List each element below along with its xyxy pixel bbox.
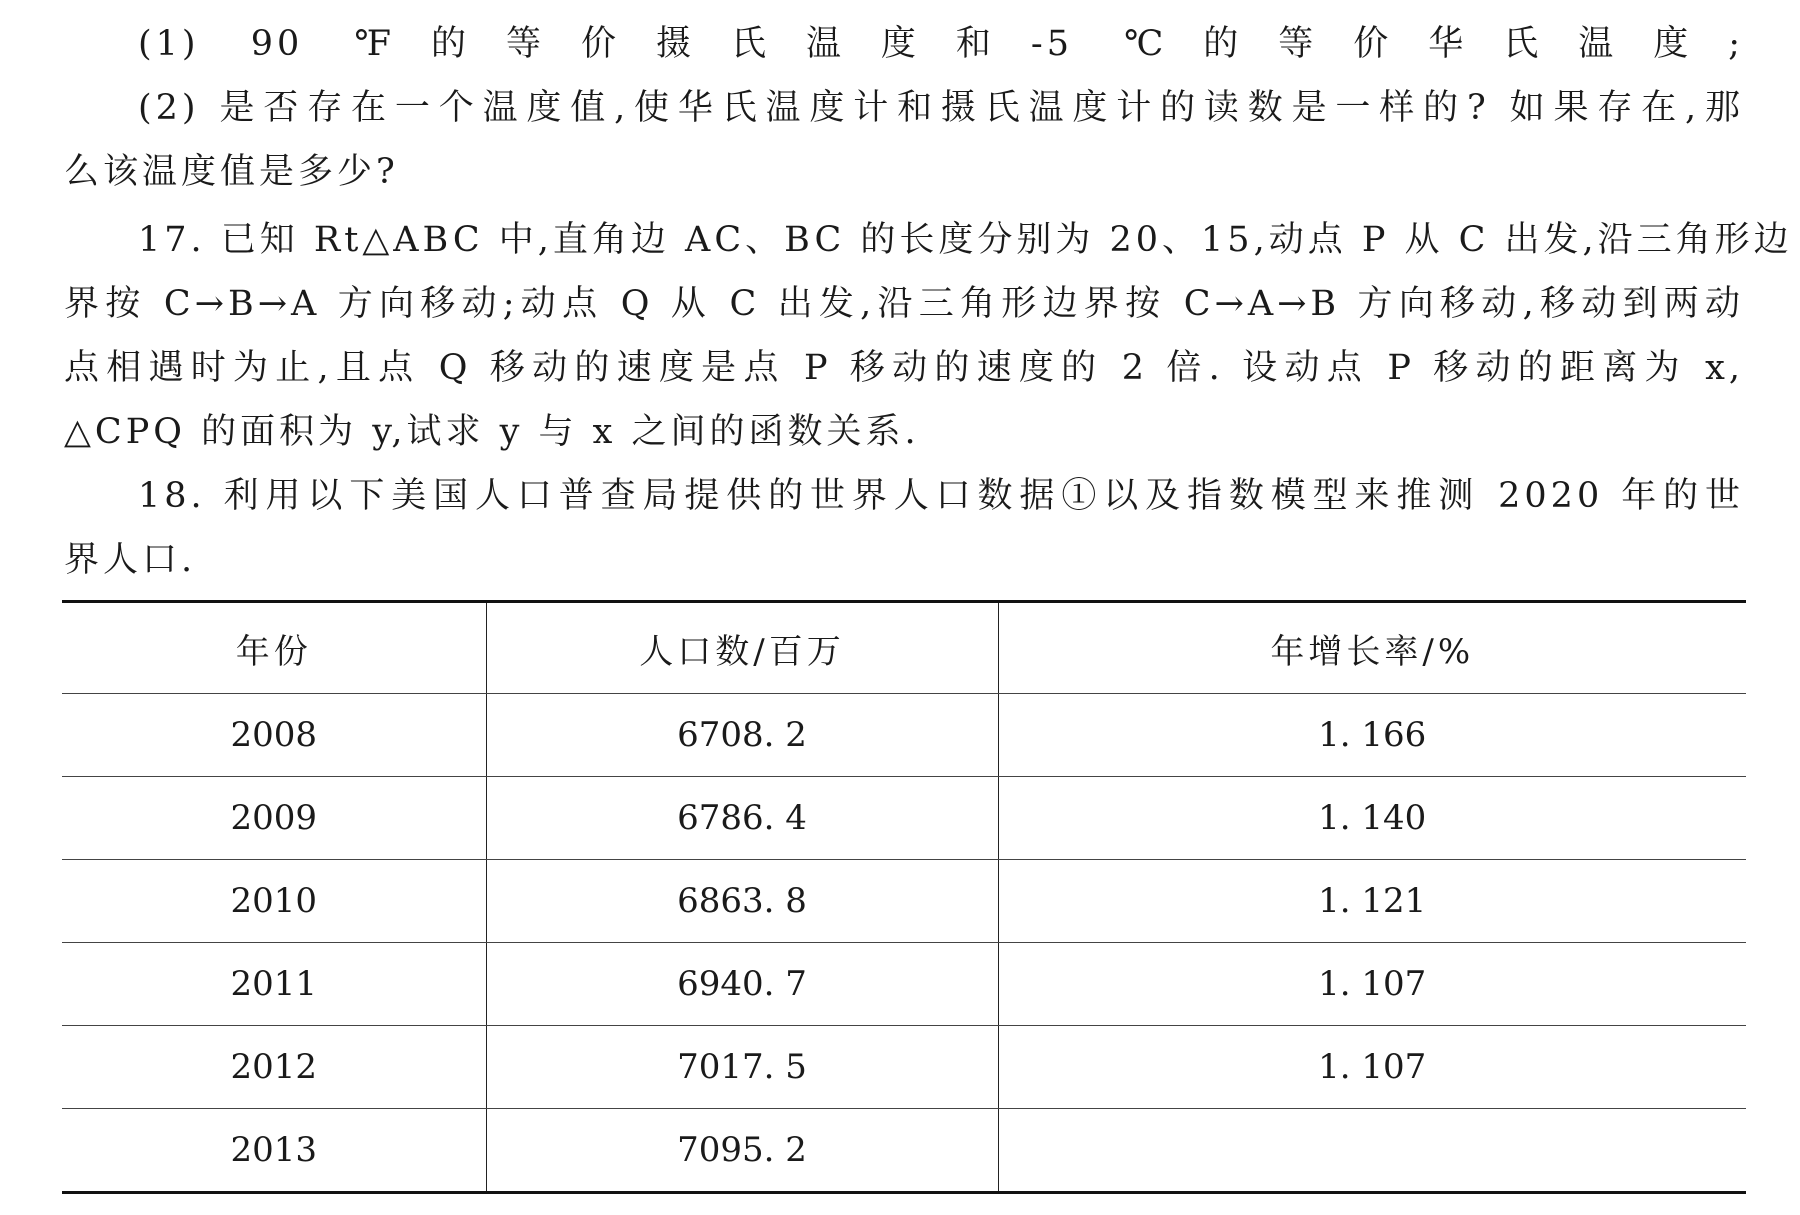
cell-year: 2011 bbox=[62, 943, 486, 1026]
question-16-part-1: (1) 90 ℉的等价摄氏温度和-5 ℃的等价华氏温度; bbox=[138, 24, 1744, 64]
cell-year: 2009 bbox=[62, 777, 486, 860]
question-17-line-4: △CPQ 的面积为 y,试求 y 与 x 之间的函数关系. bbox=[64, 412, 920, 452]
cell-growth-rate: 1. 107 bbox=[998, 943, 1746, 1026]
question-17-line-2: 界按 C→B→A 方向移动;动点 Q 从 C 出发,沿三角形边界按 C→A→B 方向移动,移动到两动 bbox=[64, 284, 1744, 324]
question-16-part-2-line-2: 么该温度值是多少? bbox=[64, 152, 399, 192]
cell-growth-rate: 1. 166 bbox=[998, 694, 1746, 777]
cell-population: 7095. 2 bbox=[486, 1109, 998, 1193]
cell-year: 2012 bbox=[62, 1026, 486, 1109]
header-population: 人口数/百万 bbox=[486, 602, 998, 694]
cell-year: 2010 bbox=[62, 860, 486, 943]
population-table-wrapper bbox=[62, 600, 1746, 1194]
cell-year: 2008 bbox=[62, 694, 486, 777]
question-18-line-2: 界人口. bbox=[64, 540, 197, 580]
header-year: 年份 bbox=[62, 602, 486, 694]
cell-population: 6940. 7 bbox=[486, 943, 998, 1026]
cell-growth-rate: 1. 121 bbox=[998, 860, 1746, 943]
question-18-line-1: 18. 利用以下美国人口普查局提供的世界人口数据①以及指数模型来推测 2020 年的世 bbox=[138, 476, 1744, 516]
question-17-line-3: 点相遇时为止,且点 Q 移动的速度是点 P 移动的速度的 2 倍. 设动点 P 移动的距离为 x, bbox=[64, 348, 1744, 388]
table-row bbox=[62, 1026, 1746, 1109]
table-row bbox=[62, 777, 1746, 860]
cell-growth-rate: 1. 140 bbox=[998, 777, 1746, 860]
cell-growth-rate: 1. 107 bbox=[998, 1026, 1746, 1109]
cell-growth-rate bbox=[998, 1109, 1746, 1193]
question-16-part-2-line-1: (2) 是否存在一个温度值,使华氏温度计和摄氏温度计的读数是一样的? 如果存在,那 bbox=[138, 88, 1744, 128]
cell-population: 6863. 8 bbox=[486, 860, 998, 943]
cell-population: 6708. 2 bbox=[486, 694, 998, 777]
table-row bbox=[62, 860, 1746, 943]
table-row bbox=[62, 943, 1746, 1026]
cell-population: 6786. 4 bbox=[486, 777, 998, 860]
cell-year: 2013 bbox=[62, 1109, 486, 1193]
table-row bbox=[62, 694, 1746, 777]
table-header-row bbox=[62, 602, 1746, 694]
question-17-line-1: 17. 已知 Rt△ABC 中,直角边 AC、BC 的长度分别为 20、15,动点 P 从 C 出发,沿三角形边 bbox=[138, 220, 1793, 260]
population-table bbox=[62, 600, 1746, 1194]
cell-population: 7017. 5 bbox=[486, 1026, 998, 1109]
header-growth-rate: 年增长率/% bbox=[998, 602, 1746, 694]
table-row bbox=[62, 1109, 1746, 1193]
